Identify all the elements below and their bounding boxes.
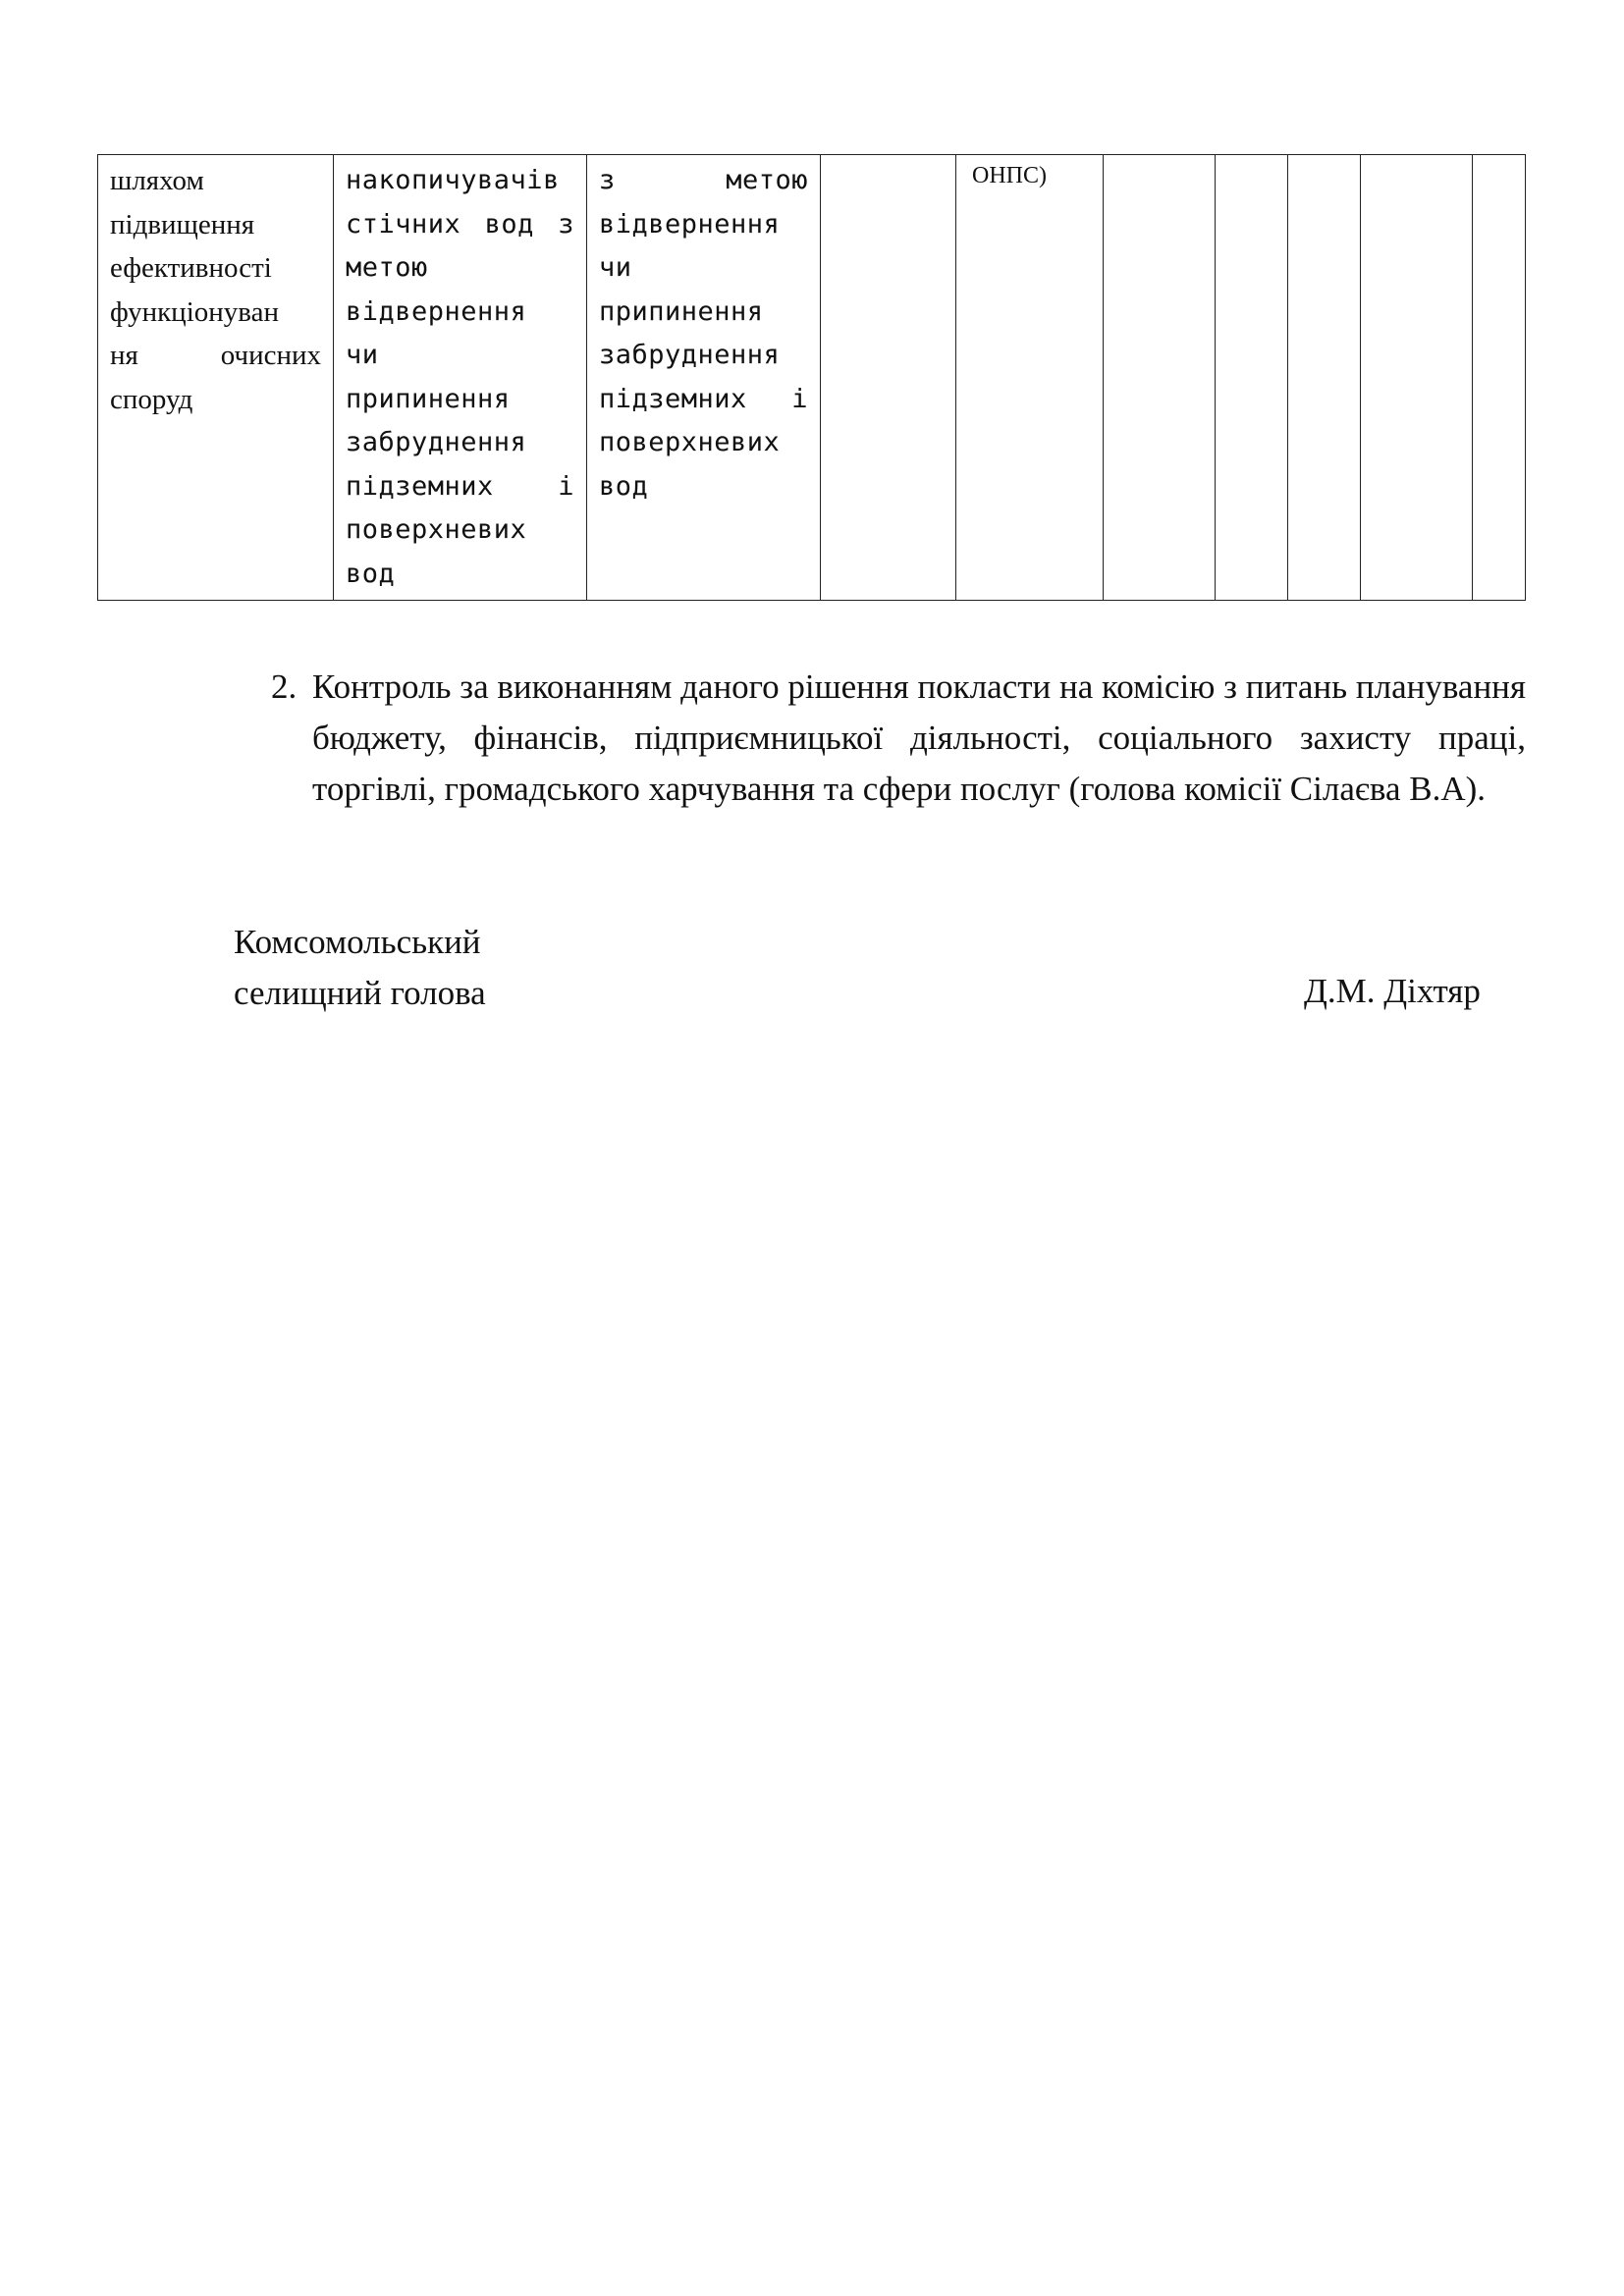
cell-line: накопичувачів [346, 165, 560, 195]
cell-line: функціонуван [110, 295, 279, 328]
cell-line: чи [346, 340, 379, 370]
cell-line: припинення [346, 383, 511, 414]
cell-line: з метою [599, 165, 808, 195]
cell-line: чи [599, 252, 632, 283]
table-cell-6 [1104, 155, 1216, 601]
cell-line: вод [599, 470, 649, 502]
cell-line: вод [346, 558, 396, 589]
table-cell-10 [1473, 155, 1526, 601]
table-row [98, 155, 1526, 601]
paragraph-text: Контроль за виконанням даного рішення покласти на комісію з питань планування бюджету, фінансів, підприємницької діяльності, соціального захисту праці, торгівлі, громадського харчування та сфери послуг (голова комісії Сілаєва В.А). [312, 667, 1526, 808]
cell-line: підземних і [346, 470, 574, 502]
cell-line: підвищення [110, 208, 255, 240]
table-cell-2 [334, 155, 587, 601]
cell-line: забруднення [346, 427, 527, 457]
cell-line: припинення [599, 295, 764, 327]
cell-line: ня очисних [110, 340, 321, 371]
cell-line: шляхом [110, 165, 204, 196]
table-cell-9 [1361, 155, 1473, 601]
cell-line: забруднення [599, 340, 781, 370]
signature-org-line-1: Комсомольський [234, 923, 481, 961]
table-cell-7 [1216, 155, 1288, 601]
cell-line: відвернення [599, 208, 781, 240]
signature-title [234, 917, 486, 1019]
cell-line: стічних вод з [346, 208, 574, 240]
cell-line: ефективності [110, 252, 272, 284]
table-cell-3 [587, 155, 821, 601]
cell-line: поверхневих [346, 514, 527, 545]
cell-line: відвернення [346, 295, 527, 327]
table-cell-8 [1288, 155, 1361, 601]
table-cell-4 [821, 155, 956, 601]
paragraph-number: 2. [271, 667, 298, 706]
cell-line: підземних і [599, 383, 808, 414]
signature-org-line-2: селищний голова [234, 974, 486, 1012]
table-cell-1 [98, 155, 334, 601]
signature-name: Д.М. Діхтяр [1304, 972, 1481, 1010]
continued-table [97, 154, 1526, 601]
cell-line: споруд [110, 383, 193, 415]
cell-line: метою [346, 252, 428, 283]
cell-line: поверхневих [599, 427, 781, 457]
table-cell-5: ОНПС) [956, 155, 1104, 601]
